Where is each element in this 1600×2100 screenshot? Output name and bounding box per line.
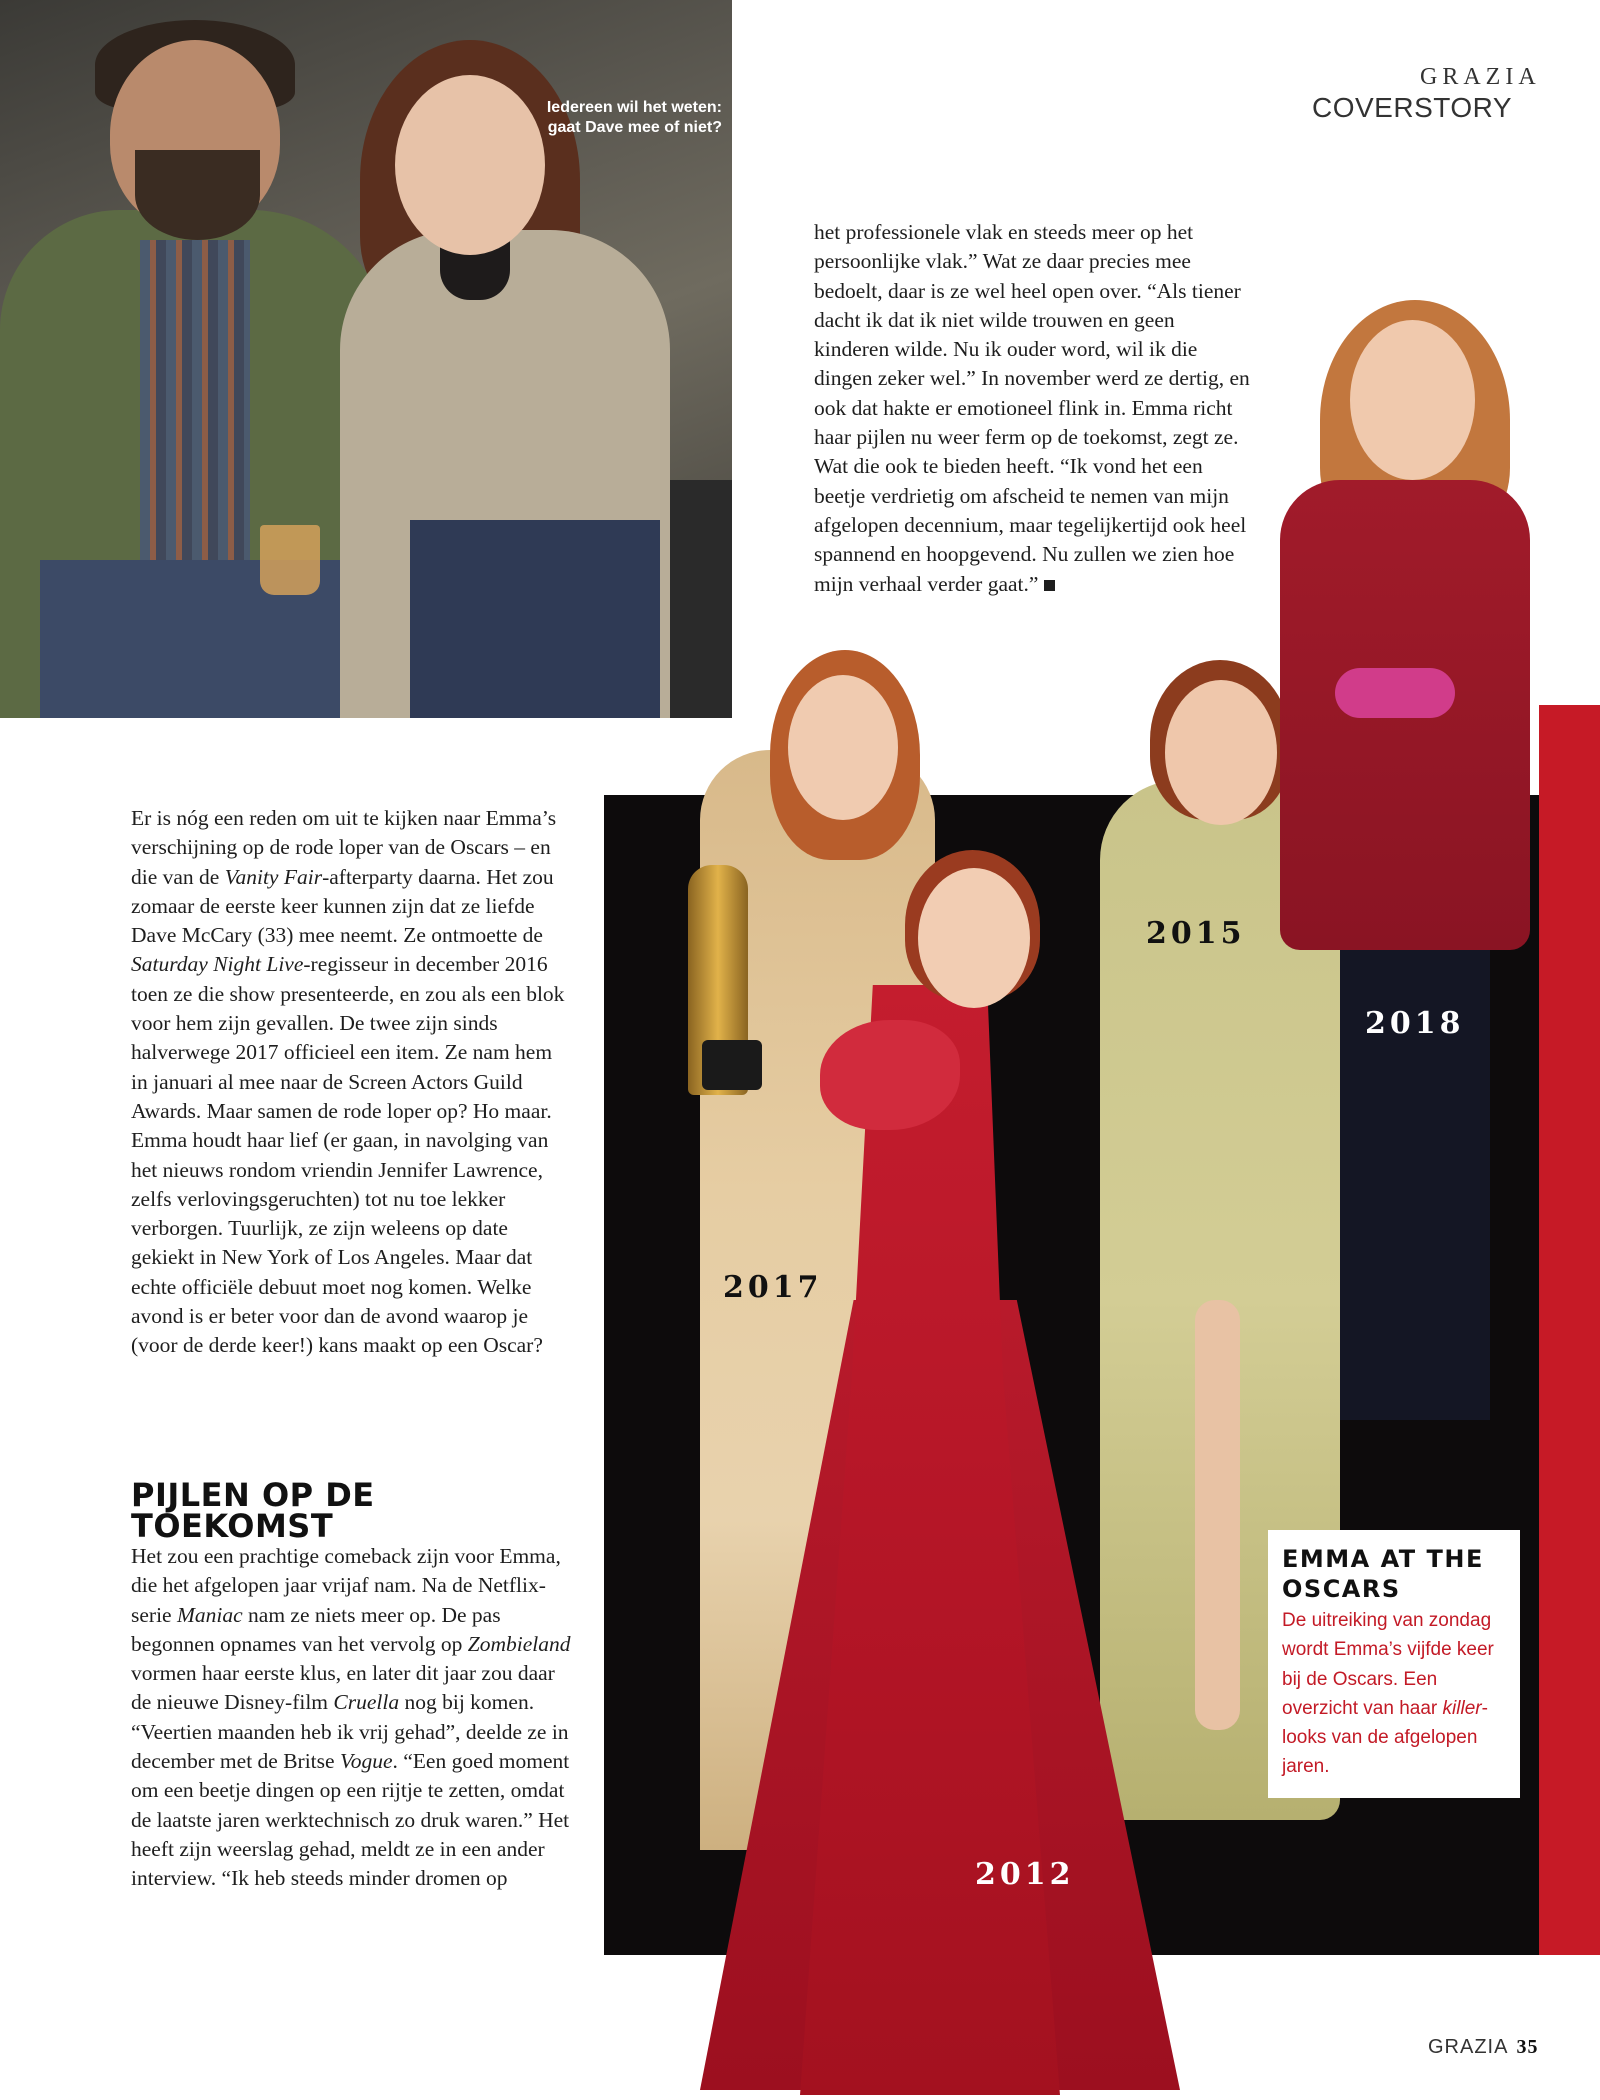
article-column-right	[814, 218, 1254, 599]
look-2018-bow	[1335, 668, 1455, 718]
photo-caption: Iedereen wil het weten: gaat Dave mee of niet?	[546, 99, 722, 136]
article-column-left-top: Er is nóg een reden om uit te kijken naar Emma’s verschijning op de rode loper van de Oscars – en die van de Vanity Fair-afterparty daarna. Het zou zomaar de eerste keer kunnen zijn dat ze liefde Dave McCary (33) mee neemt. Ze ontmoette de Saturday Night Live-regisseur in december 2016 toen ze die show presenteerde, en zou als een blok voor hem zijn gevallen. De twee zijn sinds halverwege 2017 officieel een item. Ze nam hem in januari al mee naar de Screen Actors Guild Awards. Maar samen de rode loper op? Ho maar. Emma houdt haar lief (er gaan, in navolging van het nieuws rondom vriendin Jennifer Lawrence, zelfs verlovingsgeruchten) tot nu toe lekker verborgen. Tuurlijk, ze zijn weleens op date gekiekt in New York of Los Angeles. Maar dat echte officiële debuut moet nog komen. Welke avond is er beter voor dan de avond waarop je (voor de derde keer!) kans maakt op een Oscar?	[131, 806, 565, 1358]
red-accent-bar	[1539, 705, 1600, 1955]
article-column-left-bottom: Het zou een prachtige comeback zijn voor Emma, die het afgelopen jaar vrijaf nam. Na de Netflix-serie Maniac nam ze niets meer op. De pas begonnen opnames van het vervolg op Zombieland vormen haar eerste klus, en later dit jaar zou daar de nieuwe Disney-film Cruella nog bij komen. “Veertien maanden heb ik vrij gehad”, deelde ze in december met de Britse Vogue. “Een goed moment om een beetje dingen op een rijtje te zetten, omdat de laatste jaren werktechnisch zo druk waren.” Het heeft zijn weerslag gehad, meldt ze in een ander interview. “Ik heb steeds minder dromen op	[131, 1544, 571, 1891]
couple-photo	[0, 0, 732, 718]
look-2017-face	[788, 675, 898, 820]
year-label-2012: 2012	[975, 1857, 1075, 1892]
footer-magazine: GRAZIA	[1428, 2036, 1509, 2058]
sidebar-title: EMMA AT THE OSCARS	[1282, 1545, 1484, 1603]
look-2015-face	[1165, 680, 1277, 825]
year-label-2015: 2015	[1146, 916, 1246, 951]
look-2012-face	[918, 868, 1030, 1008]
page-footer	[1428, 2036, 1538, 2059]
look-2018-face	[1350, 320, 1475, 480]
sidebar-body: De uitreiking van zondag wordt Emma’s vijfde keer bij de Oscars. Een overzicht van haar killer-looks van de afgelopen jaren.	[1282, 1610, 1494, 1778]
section-label: COVERSTORY	[1312, 92, 1513, 123]
oscars-sidebar	[1268, 1530, 1520, 1798]
magazine-logo: GRAZIA	[1420, 64, 1541, 90]
page-number: 35	[1516, 2036, 1539, 2058]
column1-text: het professionele vlak en steeds meer op het persoonlijke vlak.” Wat ze daar precies mee bedoelt, daar is ze wel heel open over. “Als tiener dacht ik dat ik niet wilde trouwen en geen kinderen wilde. Nu ik ouder word, wil ik die dingen zeker wel.” In november werd ze dertig, en ook dat hakte er emotioneel flink in. Emma richt haar pijlen nu weer ferm op de toekomst, zegt ze. Wat die ook te bieden heeft. “Ik vond het een beetje verdrietig om afscheid te nemen van mijn afgelopen decennium, maar tegelijkertijd ook heel spannend en hoopgevend. Nu zullen we zien hoe mijn verhaal verder gaat.”	[814, 220, 1250, 596]
year-label-2018: 2018	[1365, 1006, 1465, 1041]
year-label-2017: 2017	[723, 1270, 823, 1305]
end-mark-icon	[1044, 580, 1055, 591]
subheading: PIJLEN OP DE TOEKOMST	[131, 1476, 375, 1545]
